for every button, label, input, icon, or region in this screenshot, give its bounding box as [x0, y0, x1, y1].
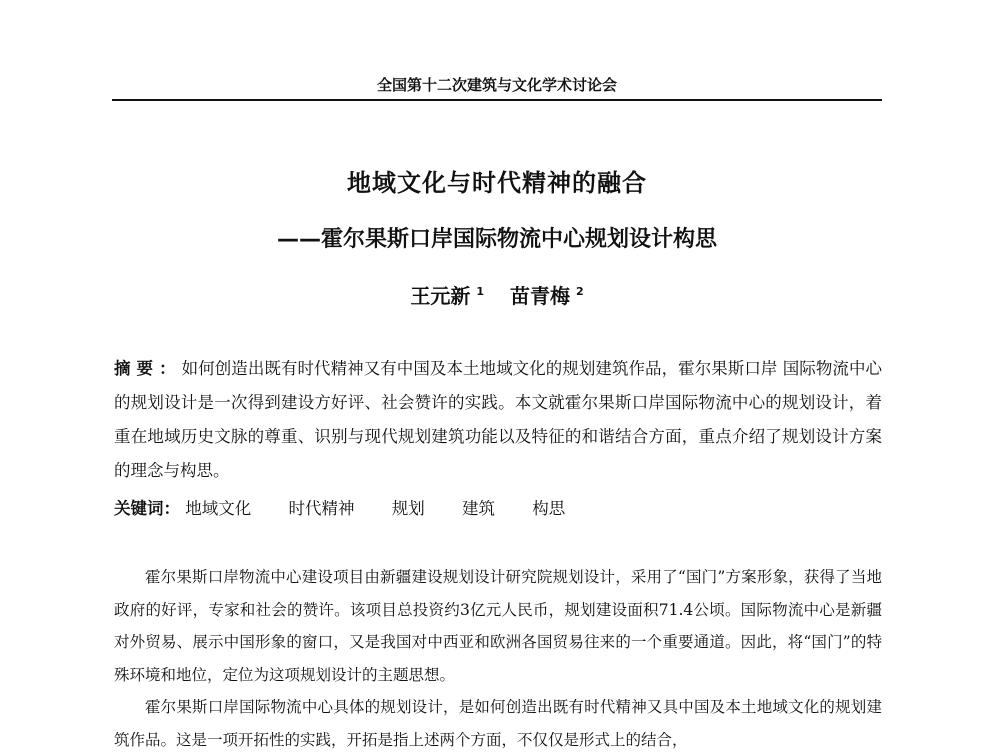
- header-rule: [112, 99, 882, 101]
- author-affiliation-mark: 1: [476, 285, 484, 299]
- paper-title: 地域文化与时代精神的融合: [347, 169, 647, 197]
- keywords-label: 关键词：: [114, 499, 180, 518]
- body-text: [114, 561, 882, 756]
- keyword: 地域文化: [185, 499, 252, 518]
- running-header: 全国第十二次建筑与文化学术讨论会: [376, 76, 617, 94]
- keyword: 时代精神: [288, 499, 355, 518]
- abstract: [114, 352, 882, 488]
- author-affiliation-mark: 2: [576, 285, 584, 299]
- body-paragraph: 霍尔果斯口岸国际物流中心具体的规划设计，是如何创造出既有时代精神又具中国及本土地域文化的规划建筑作品。这是一项开拓性的实践，开拓是指上述两个方面，不仅仅是形式上的结合，: [114, 698, 882, 749]
- keyword: 规划: [391, 499, 425, 518]
- keyword: 构思: [532, 499, 566, 518]
- abstract-label: 摘要：: [114, 359, 182, 378]
- abstract-text: 如何创造出既有时代精神又有中国及本土地域文化的规划建筑作品，霍尔果斯口岸 国际物流中心的规划设计是一次得到建设方好评、社会赞许的实践。本文就霍尔果斯口岸国际物流中心的规划设计，着重在地域历史文脉的尊重、识别与现代规划建筑功能以及特征的和谐结合方面，重点介绍了规划设计方案的理念与构思。: [114, 359, 883, 480]
- author-line: [112, 280, 882, 309]
- body-paragraph: 霍尔果斯口岸物流中心建设项目由新疆建设规划设计研究院规划设计，采用了“国门”方案形象，获得了当地政府的好评，专家和社会的赞许。该项目总投资约3亿元人民币，规划建设面积71.4公顷。国际物流中心是新疆对外贸易、展示中国形象的窗口，又是我国对中西亚和欧洲各国贸易往来的一个重要通道。因此，将“国门”的特殊环境和地位，定位为这项规划设计的主题思想。: [114, 568, 882, 684]
- author-name: 王元新: [410, 284, 471, 308]
- keyword: 建筑: [462, 499, 495, 518]
- paper-subtitle: ——霍尔果斯口岸国际物流中心规划设计构思: [276, 227, 717, 252]
- keywords: [114, 494, 882, 524]
- author-name: 苗青梅: [510, 284, 570, 308]
